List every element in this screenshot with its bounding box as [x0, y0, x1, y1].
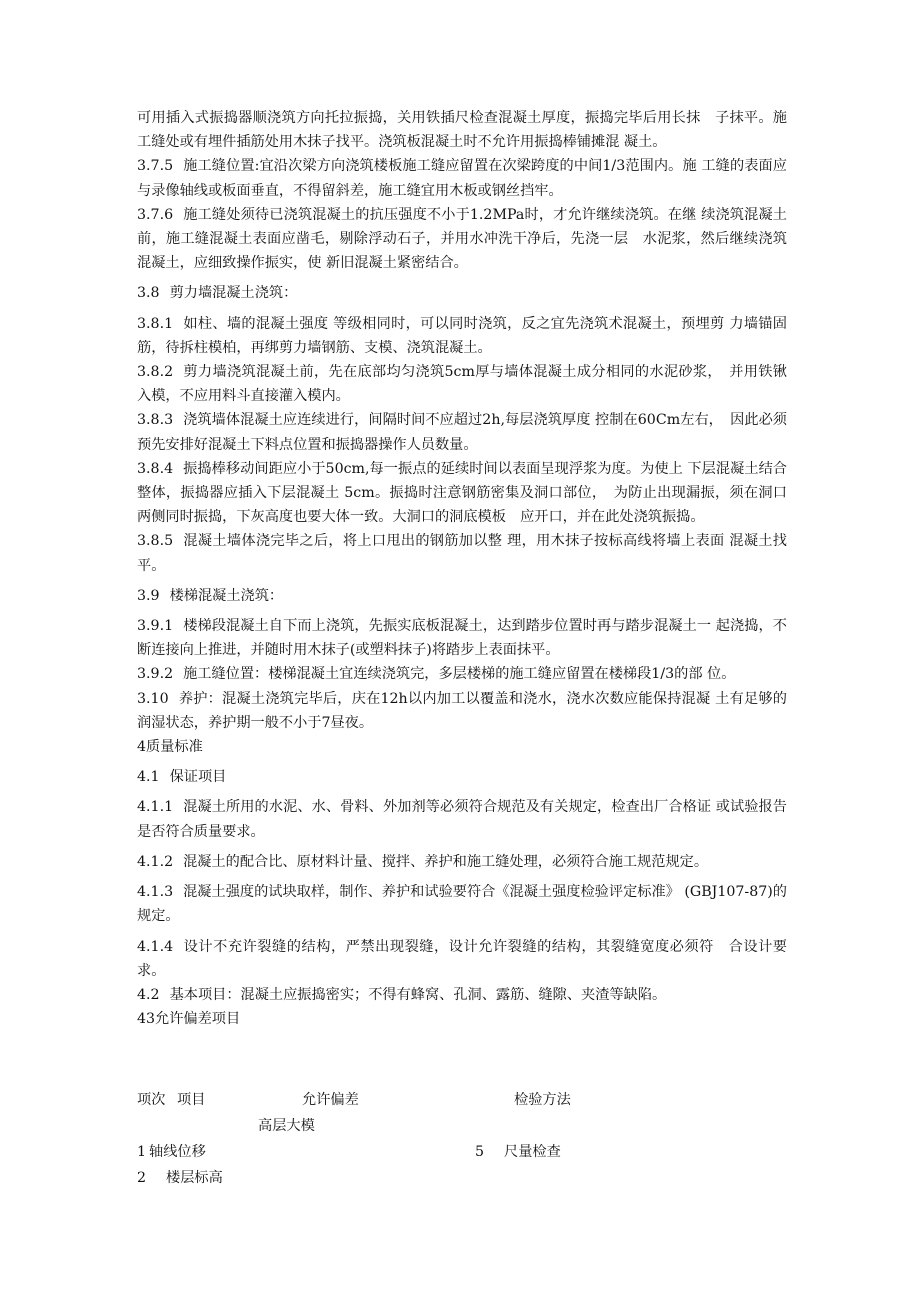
section-number: 4.1.1	[137, 799, 174, 816]
section-number: 4.1.2	[137, 853, 174, 870]
paragraph-4-1-2	[137, 850, 787, 874]
paragraph-3-8-3	[137, 408, 787, 456]
paragraph-text: 振捣棒移动间距应小于50cm,每一振点的延续时间以表面呈现浮浆为度。为使上 下层混凝土结合整体，振捣器应插入下层混凝土 5cm。振捣时注意钢筋密集及洞口部位， 为防止出现漏振，须在洞口两侧同时振捣，下灰高度也要大体一致。大洞口的洞底模板 应开口，并在此处浇筑振捣。	[137, 460, 787, 526]
section-number: 3.8.1	[137, 315, 174, 332]
heading-text: 保证项目	[169, 769, 227, 786]
heading-text: 4质量标准	[137, 739, 203, 756]
paragraph-3-8-2	[137, 360, 787, 408]
paragraph-3-9-2	[137, 662, 787, 686]
table-header-row	[137, 1088, 787, 1114]
row-method: 尺量检查	[504, 1144, 561, 1160]
section-number: 4.1.4	[137, 938, 174, 955]
paragraph-text: 楼梯段混凝土自下而上浇筑，先振实底板混凝土，达到踏步位置时再与踏步混凝土一 起浇捣，不断连接向上推进，并随时用木抹子(或塑料抹子)将踏步上表面抹平。	[137, 618, 787, 659]
paragraph-3-8-5	[137, 529, 787, 577]
paragraph-text: 施工缝位置：楼梯混凝土宜连续浇筑完，多层楼梯的施工缝应留置在楼梯段1/3的部 位。	[183, 666, 736, 683]
paragraph-text: 施工缝处须待已浇筑混凝土的抗压强度不小于1.2MPa时，才允许继续浇筑。在继 续浇筑混凝土前，施工缝混凝土表面应凿毛，剔除浮动石子，并用水冲洗干净后，先浇一层 水泥浆，然后继续浇筑混凝土，应细致操作振实，使 新旧混凝土紧密结合。	[137, 206, 787, 272]
paragraph-text: 基本项目：混凝土应振捣密实；不得有蜂窝、孔洞、露筋、缝隙、夹渣等缺陷。	[169, 986, 667, 1003]
paragraph-3-7-5	[137, 154, 787, 202]
paragraph-3-8-4	[137, 457, 787, 530]
section-number: 3.8.2	[137, 364, 174, 381]
section-number: 3.9.2	[137, 666, 174, 683]
paragraph-text: 如柱、墙的混凝土强度 等级相同时，可以同时浇筑，反之宜先浇筑术混凝土，预埋剪 力墙锚固筋，待拆柱模柏，再绑剪力墙钢筋、支模、浇筑混凝土。	[137, 315, 787, 356]
paragraph-text: 养护：混凝土浇筑完毕后，庆在12h以内加工以覆盖和浇水，浇水次数应能保持混凝 土有足够的润湿状态，养护期一般不小于7昼夜。	[137, 690, 787, 731]
paragraph-4-1-1	[137, 795, 787, 843]
paragraph-text: 可用插入式振捣器顺浇筑方向托拉振捣，关用铁插尺检查混凝土厚度，振捣完毕后用长抹 子抹平。施工缝处或有埋件插筋处用木抹子找平。浇筑板混凝土时不允许用振捣棒铺摊混 凝土。	[137, 110, 787, 151]
section-number: 3.8.5	[137, 533, 174, 550]
heading-3-9	[137, 584, 787, 608]
section-number: 4.2	[137, 986, 160, 1003]
heading-4-3	[137, 1007, 787, 1031]
paragraph-text: 设计不充许裂缝的结构，严禁出现裂缝，设计允许裂缝的结构，其裂缝宽度必须符 合设计要求。	[137, 938, 787, 979]
table-row	[137, 1166, 787, 1192]
paragraph-text: 混凝土的配合比、原材料计量、搅拌、养护和施工缝处理，必须符合施工规范规定。	[183, 853, 709, 870]
section-number: 3.8	[137, 285, 160, 302]
paragraph-3-9-1	[137, 614, 787, 662]
section-number: 4.1.3	[137, 884, 174, 901]
heading-text: 楼梯混凝土浇筑：	[169, 587, 284, 604]
section-number: 3.7.5	[137, 158, 174, 175]
section-number: 3.7.6	[137, 206, 174, 223]
paragraph-4-1-3	[137, 880, 787, 928]
section-number: 3.10	[137, 690, 169, 707]
table-subheader-row	[137, 1114, 787, 1140]
column-subheader: 高层大模	[258, 1118, 315, 1134]
paragraph-3-10	[137, 687, 787, 735]
section-number: 3.8.4	[137, 460, 174, 477]
row-index: 1	[137, 1144, 147, 1160]
table-row	[137, 1140, 787, 1166]
paragraph-continuation	[137, 106, 787, 154]
section-number: 3.8.3	[137, 412, 174, 429]
paragraph-text: 混凝土墙体浇完毕之后，将上口甩出的钢筋加以整 理，用木抹子按标高线将墙上表面 混凝土找平。	[137, 533, 787, 574]
column-header-item: 项目	[177, 1092, 206, 1108]
heading-4-1	[137, 765, 787, 789]
heading-text: 43允许偏差项目	[137, 1011, 241, 1028]
paragraph-3-8-1	[137, 312, 787, 360]
heading-text: 剪力墙混凝土浇筑：	[169, 285, 298, 302]
row-item: 轴线位移	[149, 1144, 206, 1160]
paragraph-text: 混凝土强度的试块取样，制作、养护和试验要符合《混凝土强度检验评定标准》 (GBJ107-87)的规定。	[137, 884, 787, 925]
column-header-method: 检验方法	[514, 1092, 571, 1108]
document-body	[137, 106, 787, 1031]
paragraph-text: 施工缝位置:宜沿次梁方向浇筑楼板施工缝应留置在次梁跨度的中间1/3范围内。施 工缝的表面应与录像轴线或板面垂直，不得留斜差，施工缝宜用木板或钢丝挡牢。	[137, 158, 787, 199]
paragraph-text: 浇筑墙体混凝土应连续进行，间隔时间不应超过2h,每层浇筑厚度 控制在60Cm左右， 因此必须预先安排好混凝土下料点位置和振捣器操作人员数量。	[137, 412, 787, 453]
heading-4	[137, 735, 787, 759]
row-item: 楼层标高	[166, 1170, 223, 1186]
section-number: 3.9.1	[137, 618, 174, 635]
column-header-tolerance: 允许偏差	[302, 1092, 359, 1108]
section-number: 3.9	[137, 587, 160, 604]
paragraph-text: 混凝土所用的水泥、水、骨料、外加剂等必须符合规范及有关规定，检查出厂合格证 或试验报告是否符合质量要求。	[137, 799, 787, 840]
section-number: 4.1	[137, 769, 160, 786]
row-index: 2	[137, 1170, 147, 1186]
row-value: 5	[475, 1144, 485, 1160]
paragraph-text: 剪力墙浇筑混凝土前，先在底部均匀浇筑5cm厚与墙体混凝土成分相同的水泥砂浆， 并用铁锹入模，不应用料斗直接灌入模内。	[137, 364, 787, 405]
tolerance-table	[137, 1088, 787, 1192]
heading-3-8	[137, 281, 787, 305]
paragraph-4-1-4	[137, 935, 787, 983]
paragraph-4-2	[137, 983, 787, 1007]
column-header-index: 项次	[137, 1092, 166, 1108]
paragraph-3-7-6	[137, 203, 787, 276]
